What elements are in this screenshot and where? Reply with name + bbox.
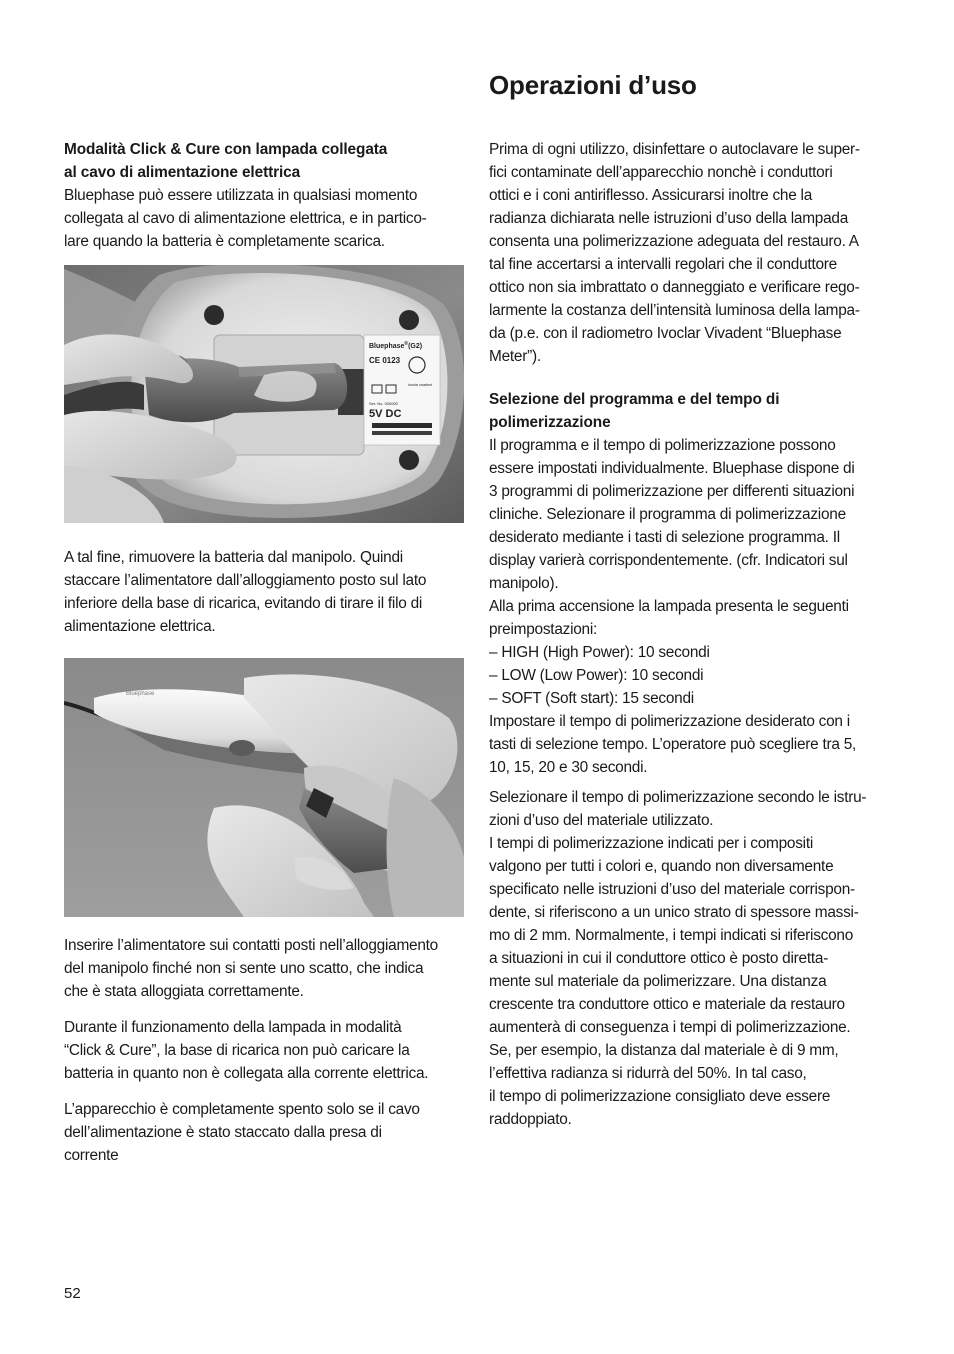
text-line: a situazioni in cui il conduttore ottico è posto diretta-: [489, 950, 829, 967]
text-line: preimpostazioni:: [489, 621, 598, 638]
photo-handpiece-drawing: [64, 658, 464, 917]
text-line: consenta una polimerizzazione adeguata del restauro. A: [489, 233, 859, 250]
text-line: inferiore della base di ricarica, evitando di tirare il filo di: [64, 595, 423, 612]
text-line: batteria in quanto non è collegata alla corrente elettrica.: [64, 1065, 429, 1082]
photo-charging-base-drawing: [64, 265, 464, 523]
label-model-sup: ®: [404, 341, 409, 347]
text-line: tal fine accertarsi a intervalli regolari che il conduttore: [489, 256, 837, 273]
list-item-soft: – SOFT (Soft start): 15 secondi: [489, 690, 694, 707]
text-line: raddoppiato.: [489, 1111, 572, 1128]
section1-heading: [64, 138, 387, 184]
para-off: [64, 1098, 420, 1167]
text-line: valgono per tutti i colori e, quando non diversamente: [489, 858, 834, 875]
text-line: cliniche. Selezionare il programma di polimerizzazione: [489, 506, 846, 523]
text-line: Selezionare il tempo di polimerizzazione secondo le istru-: [489, 789, 867, 806]
text-line: dente, si riferiscono a un unico strato di spessore massi-: [489, 904, 859, 921]
text-line: Se, per esempio, la distanza dal materiale è di 9 mm,: [489, 1042, 839, 1059]
list-item-high: – HIGH (High Power): 10 secondi: [489, 644, 710, 661]
label-maker: ivoclar vivadent: [408, 383, 433, 387]
text-line: L’apparecchio è completamente spento solo se il cavo: [64, 1101, 420, 1118]
text-line: 10, 15, 20 e 30 secondi.: [489, 759, 648, 776]
text-line: da (p.e. con il radiometro Ivoclar Vivadent “Bluephase: [489, 325, 842, 342]
label-brand: Bluephase: [369, 343, 405, 350]
label-serial: Ser. No. 000000: [369, 401, 398, 406]
text-line: lare quando la batteria è completamente scarica.: [64, 233, 385, 250]
text-line: “Click & Cure”, la base di ricarica non può caricare la: [64, 1042, 410, 1059]
label-ce: CE 0123: [369, 356, 401, 365]
text-line: alimentazione elettrica.: [64, 618, 216, 635]
text-line: mente sul materiale da polimerizzare. Una distanza: [489, 973, 827, 990]
text-line: corrente: [64, 1147, 119, 1164]
text-line: Meter”).: [489, 348, 541, 365]
text-line: collegata al cavo di alimentazione elettrica, e in partico-: [64, 210, 427, 227]
text-line: essere impostati individualmente. Bluephase dispone di: [489, 460, 855, 477]
para-after-photo1: [64, 546, 426, 638]
text-line: che è stata alloggiata correttamente.: [64, 983, 304, 1000]
text-line: manipolo).: [489, 575, 559, 592]
intro-paragraph: [489, 138, 860, 368]
photo-handpiece-power-supply: [64, 658, 464, 917]
text-line: 3 programmi di polimerizzazione per differenti situazioni: [489, 483, 855, 500]
photo2-brand-label: Bluephase: [126, 691, 155, 697]
text-line: specificato nelle istruzioni d’uso del materiale corrispon-: [489, 881, 855, 898]
text-line: display varierà corrispondentemente. (cfr. Indicatori sul: [489, 552, 848, 569]
section1-text: [64, 184, 427, 253]
text-line: mo di 2 mm. Normalmente, i tempi indicati si riferiscono: [489, 927, 854, 944]
text-line: radianza dichiarata nelle istruzioni d’uso della lampada: [489, 210, 849, 227]
heading-line: al cavo di alimentazione elettrica: [64, 164, 301, 181]
text-line: Il programma e il tempo di polimerizzazione possono: [489, 437, 836, 454]
text-line: Alla prima accensione la lampada presenta le seguenti: [489, 598, 849, 615]
heading-line: polimerizzazione: [489, 414, 611, 431]
text-line: desiderato mediante i tasti di selezione programma. Il: [489, 529, 840, 546]
text-line: ottici e i coni antiriflesso. Assicurarsi inoltre che la: [489, 187, 813, 204]
page-title: Operazioni d’uso: [489, 70, 697, 100]
text-line: Bluephase può essere utilizzata in qualsiasi momento: [64, 187, 418, 204]
label-model: (G2): [408, 343, 423, 350]
text-line: del manipolo finché non si sente uno scatto, che indica: [64, 960, 424, 977]
heading-line: Modalità Click & Cure con lampada collegata: [64, 141, 388, 158]
text-line: il tempo di polimerizzazione consigliato deve essere: [489, 1088, 831, 1105]
text-line: crescente tra conduttore ottico e materiale da restauro: [489, 996, 845, 1013]
text-line: A tal fine, rimuovere la batteria dal manipolo. Quindi: [64, 549, 403, 566]
text-line: l’effettiva radianza si ridurrà del 50%. In tal caso,: [489, 1065, 807, 1082]
para-after-photo2: [64, 934, 438, 1003]
text-line: tasti di selezione tempo. L’operatore può scegliere tra 5,: [489, 736, 857, 753]
section3-text: [489, 786, 866, 1131]
text-line: Durante il funzionamento della lampada in modalità: [64, 1019, 402, 1036]
text-line: Inserire l’alimentatore sui contatti posti nell’alloggiamento: [64, 937, 438, 954]
page-number: 52: [64, 1285, 81, 1302]
text-line: Prima di ogni utilizzo, disinfettare o autoclavare le super-: [489, 141, 860, 158]
list-item-low: – LOW (Low Power): 10 secondi: [489, 667, 704, 684]
heading-line: Selezione del programma e del tempo di: [489, 391, 780, 408]
section2-heading: [489, 388, 779, 434]
photo-charging-base-underside: [64, 265, 464, 523]
label-voltage: 5V DC: [369, 408, 402, 420]
text-line: ottico non sia imbrattato o danneggiato e verificare rego-: [489, 279, 860, 296]
para-click-cure: [64, 1016, 428, 1085]
text-line: Impostare il tempo di polimerizzazione desiderato con i: [489, 713, 850, 730]
text-line: dell’alimentazione è stato staccato dalla presa di: [64, 1124, 382, 1141]
text-line: I tempi di polimerizzazione indicati per i compositi: [489, 835, 814, 852]
text-line: larmente la costanza dell’intensità luminosa della lampa-: [489, 302, 860, 319]
text-line: zioni d’uso del materiale utilizzato.: [489, 812, 714, 829]
text-line: fici contaminate dell’apparecchio nonchè i conduttori: [489, 164, 833, 181]
text-line: aumenterà di conseguenza i tempi di polimerizzazione.: [489, 1019, 851, 1036]
section2-text: [489, 434, 856, 779]
text-line: staccare l’alimentatore dall’alloggiamento posto sul lato: [64, 572, 427, 589]
